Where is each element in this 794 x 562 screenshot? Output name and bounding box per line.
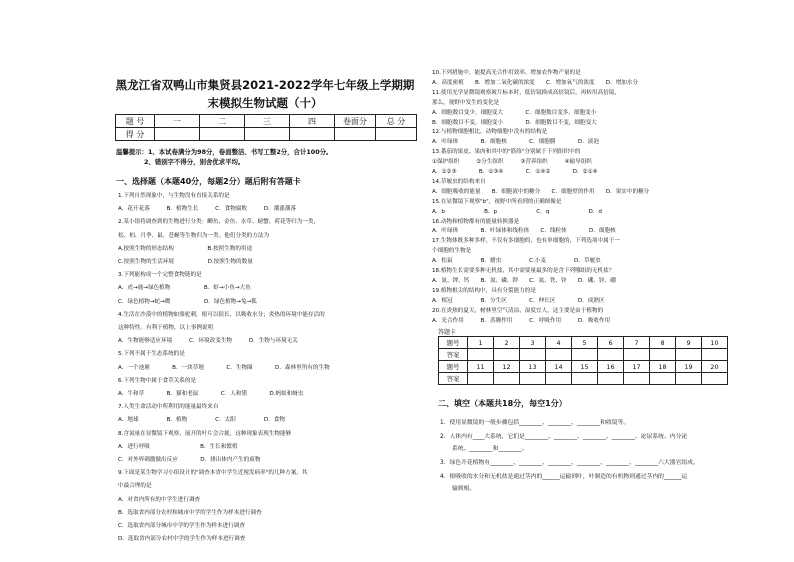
- score-cell[interactable]: [290, 128, 335, 141]
- question-line: C．对外界刺激做出反应 D．排出体内产生的废物: [118, 457, 261, 463]
- section2-title: 二、填空（本题共18分，每空1分）: [438, 399, 567, 408]
- fill-question-line: 系统、________和________。: [452, 446, 528, 452]
- question-number-cell: 5: [572, 337, 598, 349]
- question-number-cell: 6: [598, 337, 624, 349]
- score-table: [115, 114, 417, 141]
- answer-cell[interactable]: [494, 349, 520, 361]
- question-line: C.按照生物的生活环境 D.按照生物的数量: [118, 259, 253, 265]
- answer-table: [438, 336, 728, 385]
- question-line: 16.动物和植物都有的能量转换器是: [432, 218, 520, 225]
- exam-title-line1: 黑龙江省双鸭山市集贤县2021-2022学年七年级上学期期: [115, 78, 415, 92]
- question-line: A．①②③ B．①③④ C．①④② D．②①④: [432, 169, 598, 175]
- question-line: A．松鼠 B．蜡虫 C.小麦 D．草履虫: [432, 258, 601, 265]
- question-number-cell: 1: [468, 337, 494, 349]
- score-cell[interactable]: [245, 128, 290, 141]
- question-line: 12.与植物细胞相比，动物细胞中没有的结构是: [432, 129, 548, 136]
- answer-cell[interactable]: [546, 349, 572, 361]
- question-line: A.按照生物的形态结构 B.按照生物的用途: [118, 245, 253, 252]
- question-line: C．选取省内部分城市中学的学生作为样本进行调查: [118, 523, 245, 529]
- question-number-cell: 12: [494, 361, 520, 373]
- question-number-cell: 9: [676, 337, 702, 349]
- question-line: 这种特性。有利于植物，以上事例说明: [118, 325, 214, 331]
- notice: [116, 147, 416, 167]
- question-line: 6.下列生物中属于食草关系的是: [118, 377, 197, 384]
- question-line: 19.植物根尖的结构中，具有分裂能力的是: [432, 287, 536, 294]
- question-number-cell: 10: [702, 337, 728, 349]
- question-line: 中最合理的是: [118, 483, 152, 490]
- answer-cell[interactable]: [676, 373, 702, 385]
- question-number-cell: 2: [494, 337, 520, 349]
- question-line: A．花开花落 B．植物生长 C．食物腐败 D．潮涨潮落: [118, 206, 297, 213]
- question-line: A．一个池塘 B．一块草地 C．生物圈 D．森林里所有的生物: [118, 364, 330, 371]
- answer-cell[interactable]: [650, 349, 676, 361]
- question-number-cell: 4: [546, 337, 572, 349]
- question-line: 3.下列能构成一个完整食物链的是: [118, 272, 202, 279]
- answer-card-label: 答题卡: [438, 329, 457, 336]
- question-line: 2.某小组将调查到的生物进行分类：鲫鱼、金鱼、水草、螃蟹、荷花等归为一类，: [118, 219, 320, 226]
- question-line: A．生物能够适应环境 C．环境改变生物 D．生物与环境无关: [118, 338, 298, 345]
- question-line: 7.人类生命活动中所利用的能量最终来自: [118, 404, 219, 411]
- question-line: A．细胞吸收的能量 B．细胞液中的糖分 C．细胞壁的作用 D．果实中的糖分: [432, 188, 650, 195]
- answer-cell[interactable]: [546, 373, 572, 385]
- answer-cell[interactable]: [702, 349, 728, 361]
- fill-question-line: 4．根吸收的水分和无机盐是通过茎内的______运输到叶，叶制造的有机物则通过茎内的______运: [440, 474, 688, 480]
- answer-cell[interactable]: [676, 349, 702, 361]
- answer-row-label: 题号: [439, 361, 468, 373]
- question-line: A．叶绿体 B．叶绿体和线粒体 C．线粒体 D．细胞核: [432, 228, 616, 235]
- question-line: B．细胞数目不变，细胞变小 D．细胞数目不变，细胞变大: [432, 119, 597, 126]
- question-line: D．选取省内部分农村中学的学生作为样本进行调查: [118, 536, 246, 543]
- question-line: 10.下列措施中，能提高光合作用效率、增加农作物产量的是: [432, 70, 581, 76]
- question-line: 15.在显微镜下观察"b"，视野中所看到的正确图像是: [432, 198, 562, 205]
- question-line: A．b B．p C．q D．d: [432, 208, 602, 215]
- question-line: A．高度密植 B．增加二氧化碳的浓度 C．增加氧气的浓度 D．增加水分: [432, 79, 639, 86]
- score-header-cell: 一: [155, 115, 200, 128]
- question-line: A．进行呼吸 B．生长和繁殖: [118, 443, 238, 450]
- score-header-cell: 卷面分: [335, 115, 376, 128]
- answer-cell[interactable]: [624, 373, 650, 385]
- score-header-cell: 二: [200, 115, 245, 128]
- question-number-cell: 15: [572, 361, 598, 373]
- question-line: A．氮、钾、钙 B．氮、磷、钾 C．氮、铁、锌 D．硼、锌、硼: [432, 277, 616, 284]
- question-line: A．虎→鹿→绿色植物 B．虾→小鱼→大鱼: [118, 285, 251, 292]
- answer-row-label: 答案: [439, 373, 468, 385]
- question-line: A．叶绿体 B．细胞核 C．细胞膜 D．液泡: [432, 139, 599, 146]
- question-line: 5.下列不属于生态系统的是: [118, 351, 185, 358]
- question-number-cell: 7: [624, 337, 650, 349]
- score-cell[interactable]: [376, 128, 417, 141]
- score-header-cell: 四: [290, 115, 335, 128]
- question-number-cell: 16: [598, 361, 624, 373]
- question-line: 1.下列自然现象中，与生物没有直接关系的是: [118, 193, 230, 199]
- question-line: 18.植物生长需要多种无机盐，其中需要量最多的是含下列哪组的无机盐？: [432, 268, 615, 274]
- section1-title: 一、选择题（本题40分，每题2分）题后附有答题卡: [116, 177, 301, 186]
- answer-cell[interactable]: [702, 373, 728, 385]
- answer-cell[interactable]: [468, 349, 494, 361]
- score-cell[interactable]: [335, 128, 376, 141]
- answer-row-label: 答案: [439, 349, 468, 361]
- answer-cell[interactable]: [624, 349, 650, 361]
- answer-cell[interactable]: [468, 373, 494, 385]
- question-line: ①保护组织 ②分生组织 ③营养组织 ④输导组织: [432, 159, 592, 166]
- question-line: 那么，视野中发生的变化是: [432, 99, 500, 106]
- score-header-cell: 三: [245, 115, 290, 128]
- fill-question-line: 1．使用显微镜的一般步骤包括________、________、________和收镜等。: [440, 420, 630, 426]
- answer-cell[interactable]: [520, 349, 546, 361]
- question-number-cell: 13: [520, 361, 546, 373]
- question-line: A．根冠 B．分生区 C．伸长区 D．成熟区: [432, 297, 605, 304]
- answer-cell[interactable]: [598, 349, 624, 361]
- question-line: 13.番茄的果皮、果肉和其中的"筋络"分别属于下列组织中的: [432, 149, 581, 156]
- question-number-cell: 14: [546, 361, 572, 373]
- fill-question-line: 输到根。: [452, 486, 476, 492]
- answer-cell[interactable]: [572, 373, 598, 385]
- answer-row-label: 题号: [439, 337, 468, 349]
- question-line: 9.下面是某生物学习小组设计的"调查本省中学生近视发病率"的几种方案，其: [118, 470, 308, 477]
- question-number-cell: 20: [702, 361, 728, 373]
- question-line: A．地球 B．植物 C．太阳 D．食物: [118, 417, 285, 424]
- question-line: 14.草履虫的结构来自: [432, 178, 486, 185]
- question-line: A．对省内所有的中学生进行调查: [118, 496, 201, 503]
- question-line: 11.使用光学显微镜观察玻片标本时，低倍镜换成高倍镜后，再转用高倍镜，: [432, 89, 620, 96]
- notice-line-2: 2、错别字不得分，别舍优求平均。: [144, 158, 245, 166]
- question-line: 17.生物体既多种多样，不仅有多细胞的，也有单细胞的，下列选项中属于一: [432, 238, 620, 245]
- score-header-cell: 总 分: [376, 115, 417, 128]
- question-line: 松、柏、月季、鼠、苍蝇等生物归为一类。他们分类的方法为: [118, 232, 270, 239]
- fill-question-line: 3．绿色开花植物有________、________、________、________、________、________六大器官组成。: [440, 460, 699, 466]
- question-number-cell: 19: [676, 361, 702, 373]
- question-line: A．牛和草 B．猫和老鼠 C．人和猪 D.蚂蚁和蚜虫: [118, 391, 304, 397]
- answer-cell[interactable]: [520, 373, 546, 385]
- question-number-cell: 3: [520, 337, 546, 349]
- question-line: A．光合作用 B．蒸腾作用 C．呼吸作用 D．吸收作用: [432, 317, 611, 324]
- exam-title-line2: 末模拟生物试题（十）: [207, 96, 323, 110]
- question-line: 个细胞的生物是: [432, 248, 472, 255]
- question-line: 4.生活在沙漠中的植物如骆驼刺，根可以很长，以吸收水分；炎热的环境中能存活的: [118, 311, 325, 318]
- fill-question-line: 2．人体内有____大系统，它们是________、________、________、________、泌尿系统、内分泌: [440, 434, 688, 440]
- question-line: C．绿色植物→蛇→鹰 D．绿色植物→兔→狐: [118, 298, 257, 305]
- question-line: B．选取省内部分农村和城市中学的学生作为样本进行调查: [118, 509, 262, 516]
- question-line: A．细胞数目变少，细胞变大 C．细胞数目变多，细胞变小: [432, 109, 597, 116]
- score-row-label: 得 分: [116, 128, 155, 141]
- question-number-cell: 17: [624, 361, 650, 373]
- question-line: 8.含氮量在显微镜下观察，展开的叶片会合拢，这种现象表现生物能够: [118, 430, 292, 437]
- score-cell[interactable]: [155, 128, 200, 141]
- question-number-cell: 11: [468, 361, 494, 373]
- notice-line-1: 温馨提示：1、本试卷满分为98分，卷面整洁、书写工整2分，合计100分。: [116, 148, 333, 156]
- question-line: 20.在炎热的夏天，树林里空气清凉，湿度宜人，这主要是由于植物的: [432, 307, 604, 314]
- answer-cell[interactable]: [494, 373, 520, 385]
- question-number-cell: 8: [650, 337, 676, 349]
- score-cell[interactable]: [200, 128, 245, 141]
- score-header-cell: 题 号: [116, 115, 155, 128]
- answer-cell[interactable]: [572, 349, 598, 361]
- question-number-cell: 18: [650, 361, 676, 373]
- answer-cell[interactable]: [598, 373, 624, 385]
- answer-cell[interactable]: [650, 373, 676, 385]
